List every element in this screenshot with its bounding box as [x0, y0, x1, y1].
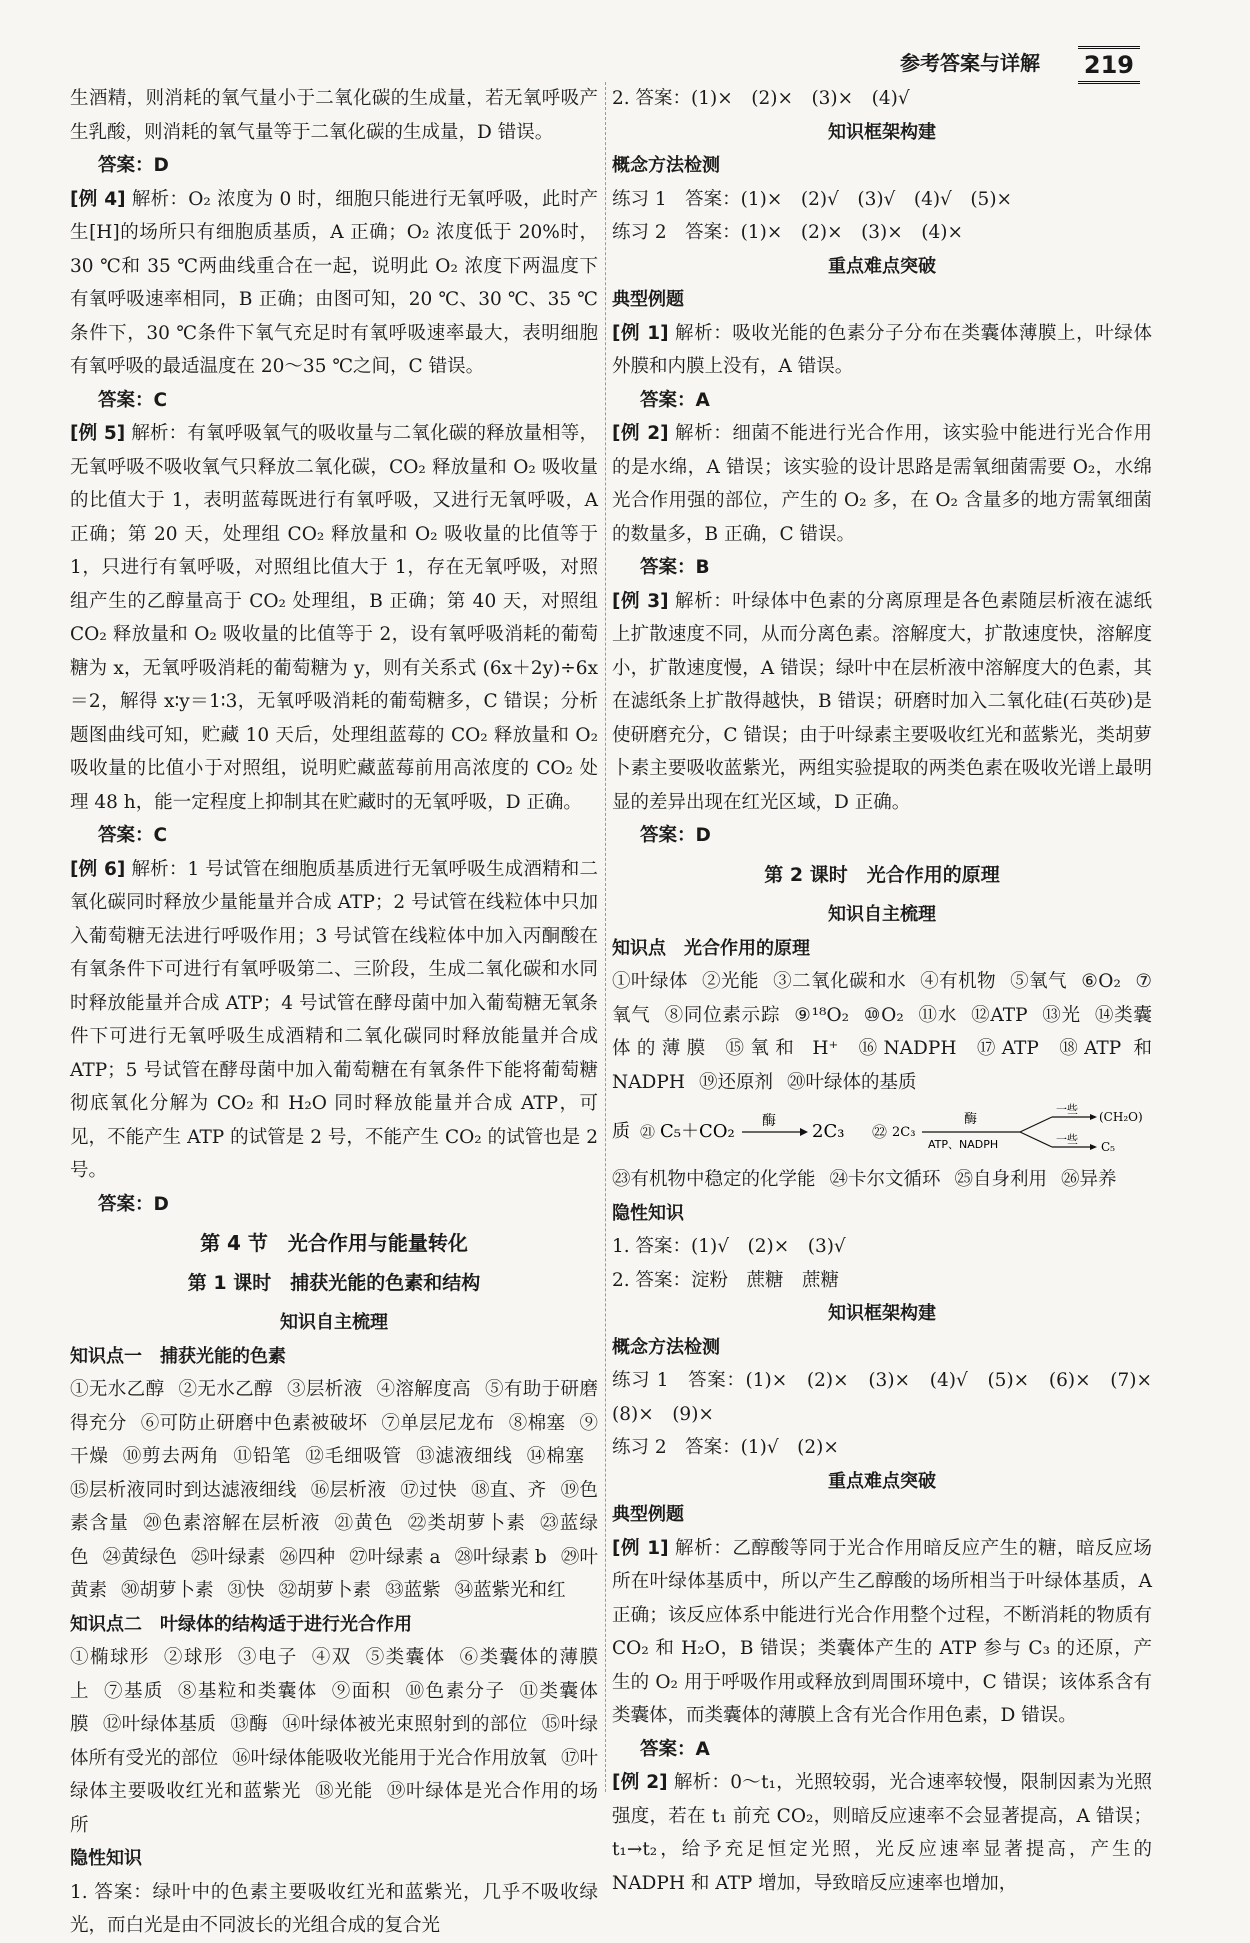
fill-answer-item: ②无水乙醇: [178, 1379, 273, 1400]
example-label: [例 6]: [70, 858, 126, 880]
example-text: 解析：0～t₁，光照较弱，光合速率较慢，限制因素为光照强度，若在 t₁ 前充 CO₂，则暗反应速率不会显著提高，A 错误；t₁→t₂，给予充足恒定光照，光反应速率显著提高，产生的 NADPH 和 ATP 增加，导致暗反应速率也增加，: [612, 1772, 1152, 1894]
example-label: [例 4]: [70, 188, 126, 210]
fill-answers-list: [70, 1373, 598, 1608]
fill-answer-item: ③层析液: [286, 1379, 363, 1400]
example-text: 解析：吸收光能的色素分子分布在类囊体薄膜上，叶绿体外膜和内膜上没有，A 错误。: [612, 322, 1152, 377]
fill-answer-item: ⑰ATP: [970, 1038, 1039, 1059]
eq22-enzyme: 酶: [964, 1112, 978, 1127]
answer: 答案：B: [640, 557, 710, 578]
example-label: [例 3]: [612, 590, 669, 612]
fill-answers-list: [612, 1163, 1152, 1197]
fill-answer-item: ④溶解度高: [376, 1379, 471, 1400]
fill-answer-item: ①叶绿体: [612, 971, 689, 992]
reaction-equations: [612, 1103, 1152, 1159]
fill-answer-item: ㉗叶绿素 a: [349, 1546, 441, 1568]
concept-check-heading: 概念方法检测: [612, 1336, 720, 1358]
eq22-out1: (CH₂O): [1099, 1110, 1143, 1124]
fill-answer-item: ②球形: [163, 1647, 224, 1668]
fill-answer-item: ①椭球形: [70, 1647, 150, 1668]
exercise-answer: 练习 1 答案：(1)× (2)√ (3)√ (4)√ (5)×: [612, 188, 1013, 210]
answer: 答案：C: [98, 825, 168, 846]
knowledge-point-1: 知识点一 捕获光能的色素: [70, 1345, 286, 1367]
hidden-knowledge-heading: 隐性知识: [612, 1202, 684, 1224]
example-2: [612, 1766, 1152, 1900]
fill-answer-item: ㉕自身利用: [954, 1169, 1048, 1190]
fill-answer-item: ⑳色素溶解在层析液: [143, 1513, 321, 1534]
answer: 答案：D: [98, 155, 169, 176]
fill-answer-item: ⑬光: [1041, 1004, 1081, 1026]
fill-answer-item: ⑲叶绿体是光合作用的场所: [70, 1781, 598, 1836]
hidden-knowledge-heading: 隐性知识: [70, 1848, 142, 1869]
subheading: 知识自主梳理: [828, 904, 936, 925]
fill-answer-item: ⑦基质: [103, 1680, 164, 1702]
svg-text:质: 质: [612, 1121, 630, 1142]
fill-answer-item: ④双: [311, 1647, 352, 1668]
eq22-left: 2C₃: [892, 1125, 916, 1140]
page-number: 219: [1078, 46, 1140, 84]
eq22-some2: 一些: [1056, 1133, 1078, 1146]
fill-answer-item: ⑳叶绿体的基质: [786, 1071, 917, 1093]
fill-answer-item: ㉝蓝紫: [385, 1580, 441, 1601]
fill-answer-item: ⑯NADPH: [852, 1038, 957, 1059]
eq21-right: 2C₃: [812, 1121, 845, 1142]
eq21-tag: ㉑: [640, 1123, 656, 1141]
fill-answer-item: ㉖四种: [279, 1546, 336, 1568]
fill-answer-item: ⑲还原剂: [698, 1071, 773, 1093]
fill-answer-item: ⑯叶绿体能吸收光能用于光合作用放氧: [232, 1747, 547, 1769]
example-text: 解析：有氧呼吸氧气的吸收量与二氧化碳的释放量相等，无氧呼吸不吸收氧气只释放二氧化碳，CO₂ 释放量和 O₂ 吸收量的比值大于 1，表明蓝莓既进行有氧呼吸，又进行无氧呼吸，A 正确；第 20 天，处理组 CO₂ 释放量和 O₂ 吸收量的比值等于 1，只进行有氧呼吸，对照组比值大于 1，存在无氧呼吸，对照组产生的乙醇量高于 CO₂ 处理组，B 正确；第 40 天，对照组 CO₂ 释放量和 O₂ 吸收量的比值等于 2，设有氧呼吸消耗的葡萄糖为 x，无氧呼吸消耗的葡萄糖为 y，则有关系式 (6x＋2y)÷6x＝2，解得 x∶y＝1∶3，无氧呼吸消耗的葡萄糖多，C 错误；分析题图曲线可知，贮藏 10 天后，处理组蓝莓的 CO₂ 释放量和 O₂ 吸收量的比值小于对照组，说明贮藏蓝莓前用高浓度的 CO₂ 处理 48 h，能一定程度上抑制其在贮藏时的无氧呼吸，D 正确。: [70, 423, 598, 813]
left-column: [70, 82, 598, 1943]
fill-answer-item: ⑬酶: [230, 1714, 269, 1735]
subheading: 重点难点突破: [828, 255, 936, 277]
fill-answer-item: ㉛快: [227, 1580, 265, 1601]
fill-answer-item: ㉓蓝绿色: [70, 1513, 598, 1568]
hidden-knowledge-answer: 2. 答案：淀粉 蔗糖 蔗糖: [612, 1269, 840, 1291]
header-title: 参考答案与详解: [900, 51, 1040, 75]
fill-answer-item: ㉔卡尔文循环: [829, 1169, 941, 1190]
fill-answer-item: ㉙叶黄素: [70, 1546, 598, 1601]
arrow-head: [1090, 1114, 1097, 1120]
example-5: [70, 417, 598, 819]
knowledge-point-2: 知识点二 叶绿体的结构适于进行光合作用: [70, 1613, 412, 1635]
fill-answer-item: ㉑黄色: [334, 1513, 394, 1534]
fill-answer-item: ⑦氧气: [612, 971, 1152, 1026]
answer: 答案：D: [640, 825, 711, 846]
example-1: [612, 317, 1152, 384]
fill-answer-item: ⑭类囊体的薄膜: [612, 1004, 1152, 1059]
fill-answer-item: ⑩色素分子: [405, 1680, 506, 1702]
fill-answer-item: ⑪水: [917, 1004, 958, 1026]
fill-answer-item: ⑱ATP 和 NADPH: [612, 1038, 1152, 1093]
fill-answer-item: ⑰叶绿体主要吸收红光和蓝紫光: [70, 1747, 598, 1802]
eq22-cond: ATP、NADPH: [928, 1138, 999, 1151]
answer-line: 2. 答案：(1)× (2)× (3)× (4)√: [612, 88, 910, 109]
typical-example-heading: 典型例题: [612, 1504, 684, 1525]
exercise-answer: 练习 2 答案：(1)√ (2)×: [612, 1437, 839, 1458]
fill-answer-item: ⑱光能: [315, 1781, 373, 1802]
answer: 答案：D: [98, 1193, 169, 1215]
arrow-head: [1090, 1144, 1097, 1150]
example-label: [例 2]: [612, 423, 669, 444]
example-text: 解析：细菌不能进行光合作用，该实验中能进行光合作用的是水绵，A 错误；该实验的设计思路是需氧细菌需要 O₂，水绵光合作用强的部位，产生的 O₂ 多，在 O₂ 含量多的地方需氧细菌的数量多，B 正确，C 错误。: [612, 423, 1152, 545]
fill-answer-item: ⑭叶绿体被光束照射到的部位: [282, 1714, 528, 1735]
fill-answer-item: ⑩剪去两角: [122, 1446, 220, 1467]
example-3: [612, 585, 1152, 820]
fill-answers-list: [70, 1641, 598, 1842]
concept-check-heading: 概念方法检测: [612, 155, 720, 176]
example-4: [70, 183, 598, 384]
fill-answer-item: ㉒类胡萝卜素: [407, 1513, 527, 1534]
fill-answer-item: ①无水乙醇: [70, 1379, 165, 1400]
subheading: 知识框架构建: [828, 1303, 936, 1324]
fill-answer-item: ③二氧化碳和水: [773, 971, 907, 992]
column-divider: [605, 82, 606, 1792]
answer: 答案：A: [640, 1738, 710, 1760]
hidden-knowledge-answer: 1. 答案：绿叶中的色素主要吸收红光和蓝紫光，几乎不吸收绿光，而白光是由不同波长的光组合成的复合光: [70, 1881, 598, 1936]
example-label: [例 1]: [612, 322, 669, 344]
fill-answer-item: ㉖异养: [1061, 1169, 1117, 1190]
fill-answer-item: ⑤氧气: [1010, 971, 1068, 992]
hidden-knowledge-answer: 1. 答案：(1)√ (2)× (3)√: [612, 1236, 846, 1257]
example-label: [例 2]: [612, 1772, 668, 1793]
fill-answer-item: ⑥O₂: [1081, 971, 1121, 992]
fill-answer-item: ㉕叶绿素: [190, 1546, 266, 1568]
fill-answer-item: ㉜胡萝卜素: [278, 1580, 372, 1601]
fill-answer-item: ⑲色素含量: [70, 1479, 598, 1534]
fill-answer-item: ㉓有机物中稳定的化学能: [612, 1169, 816, 1190]
subheading: 知识自主梳理: [280, 1312, 388, 1333]
fill-answer-item: ⑪铅笔: [233, 1446, 292, 1467]
fill-answer-item: ⑭棉塞: [526, 1446, 584, 1467]
fill-answer-item: ⑥可防止研磨中色素被破坏: [140, 1412, 368, 1434]
branch-down: [1020, 1132, 1052, 1147]
fill-answer-item: ⑱直、齐: [470, 1479, 547, 1501]
fill-answer-item: ⑮氧和 H⁺: [725, 1038, 839, 1059]
eq22-some1: 一些: [1056, 1103, 1078, 1116]
fill-answer-item: ⑫叶绿体基质: [102, 1714, 217, 1735]
example-1: [612, 1532, 1152, 1733]
right-column: [612, 82, 1171, 1900]
fill-answer-item: ⑮叶绿体所有受光的部位: [70, 1714, 598, 1769]
fill-answer-item: ⑥类囊体的薄膜上: [70, 1647, 598, 1702]
fill-answer-item: ⑨¹⁸O₂: [794, 1004, 850, 1026]
example-text: 解析：O₂ 浓度为 0 时，细胞只能进行无氧呼吸，此时产生[H]的场所只有细胞质基质，A 正确；O₂ 浓度低于 20%时，30 ℃和 35 ℃两曲线重合在一起，说明此 O₂ 浓度下两温度下有氧呼吸速率相同，B 正确；由图可知，20 ℃、30 ℃、35 ℃条件下，30 ℃条件下氧气充足时有氧呼吸速率最大，表明细胞有氧呼吸的最适温度在 20～35 ℃之间，C 错误。: [70, 188, 598, 377]
example-text: 解析：1 号试管在细胞质基质进行无氧呼吸生成酒精和二氧化碳同时释放少量能量并合成 ATP；2 号试管在线粒体中只加入葡萄糖无法进行呼吸作用；3 号试管在线粒体中加入丙酮酸在有氧条件下可进行有氧呼吸第二、三阶段，生成二氧化碳和水同时释放能量并合成 ATP；4 号试管在酵母菌中加入葡萄糖无氧条件下可进行无氧呼吸生成酒精和二氧化碳同时释放能量并合成 ATP；5 号试管在酵母菌中加入葡萄糖在有氧条件下能将葡萄糖彻底氧化分解为 CO₂ 和 H₂O 同时释放能量并合成 ATP，可见，不能产生 ATP 的试管是 2 号，不能产生 CO₂ 的试管也是 2 号。: [70, 858, 598, 1181]
section-title: 第 4 节 光合作用与能量转化: [200, 1231, 468, 1255]
fill-answer-item: ⑧基粒和类囊体: [177, 1680, 318, 1702]
fill-answer-item: ⑧棉塞: [508, 1412, 566, 1434]
fill-answer-item: ⑫ATP: [971, 1004, 1028, 1026]
example-label: [例 1]: [612, 1537, 669, 1559]
answer: 答案：C: [98, 389, 168, 411]
fill-answer-item: ⑩O₂: [863, 1004, 904, 1026]
example-label: [例 5]: [70, 423, 126, 444]
answer: 答案：A: [640, 389, 710, 411]
exercise-answer: 练习 1 答案：(1)× (2)× (3)× (4)√ (5)× (6)× (7)× (8)× (9)×: [612, 1370, 1171, 1425]
reaction-diagram: [612, 1103, 1152, 1159]
fill-answer-item: ⑯层析液: [310, 1479, 387, 1501]
fill-answer-item: ④有机物: [920, 971, 997, 992]
example-text: 解析：叶绿体中色素的分离原理是各色素随层析液在滤纸上扩散速度不同，从而分离色素。溶解度大，扩散速度快，溶解度小，扩散速度慢，A 错误；绿叶中在层析液中溶解度大的色素，其在滤纸条上扩散得越快，B 错误；研磨时加入二氧化硅(石英砂)是使研磨充分，C 错误；由于叶绿素主要吸收红光和蓝紫光，类胡萝卜素主要吸收蓝紫光，两组实验提取的两类色素在吸收光谱上最明显的差异出现在红光区域，D 正确。: [612, 590, 1152, 813]
fill-answer-item: ⑫毛细吸管: [305, 1446, 403, 1467]
fill-answer-item: ⑬滤液细线: [416, 1446, 513, 1467]
eq22-out2: C₅: [1101, 1140, 1115, 1154]
exercise-answer: 练习 2 答案：(1)× (2)× (3)× (4)×: [612, 222, 963, 243]
fill-answers-list: [612, 965, 1152, 1099]
fill-answer-item: ㉘叶绿素 b: [454, 1546, 547, 1568]
paragraph: 生酒精，则消耗的氧气量小于二氧化碳的生成量，若无氧呼吸产生乳酸，则消耗的氧气量等于二氧化碳的生成量，D 错误。: [70, 88, 598, 143]
fill-answer-item: ⑤有助于研磨得充分: [70, 1379, 598, 1434]
fill-answer-item: ③电子: [237, 1647, 298, 1668]
typical-example-heading: 典型例题: [612, 289, 684, 310]
fill-answer-item: ⑧同位素示踪: [664, 1004, 781, 1026]
fill-answer-item: ⑮层析液同时到达滤液细线: [70, 1479, 297, 1501]
subheading: 知识框架构建: [828, 121, 936, 143]
page-header: [900, 48, 1140, 82]
fill-answer-item: ⑨面积: [331, 1680, 392, 1702]
fill-answer-item: ②光能: [702, 971, 760, 992]
subheading: 重点难点突破: [828, 1470, 936, 1492]
example-2: [612, 417, 1152, 551]
eq22-tag: ㉒: [872, 1123, 888, 1141]
branch-up: [1020, 1117, 1052, 1132]
fill-answer-item: ⑰过快: [400, 1479, 457, 1501]
lesson-title: 第 2 课时 光合作用的原理: [764, 863, 1000, 886]
example-text: 解析：乙醇酸等同于光合作用暗反应产生的糖，暗反应场所在叶绿体基质中，所以产生乙醇酸的场所相当于叶绿体基质，A 正确；该反应体系中能进行光合作用整个过程，不断消耗的物质有 CO₂ 和 H₂O，B 错误；类囊体产生的 ATP 参与 C₃ 的还原，产生的 O₂ 用于呼吸作用或释放到周围环境中，C 错误；该体系含有类囊体，而类囊体的薄膜上含有光合作用色素，D 错误。: [612, 1537, 1152, 1726]
arrow-head: [800, 1128, 808, 1136]
knowledge-point: 知识点 光合作用的原理: [612, 937, 810, 959]
fill-answer-item: ㉚胡萝卜素: [121, 1580, 214, 1601]
fill-answer-item: ㉞蓝紫光和红: [454, 1580, 566, 1601]
example-6: [70, 853, 598, 1188]
eq21-enzyme: 酶: [762, 1113, 776, 1129]
fill-answer-item: ⑨干燥: [70, 1412, 598, 1467]
fill-answer-item: ⑪类囊体膜: [70, 1680, 598, 1735]
lesson-title: 第 1 课时 捕获光能的色素和结构: [187, 1271, 481, 1294]
fill-answer-item: ⑤类囊体: [365, 1647, 446, 1668]
fill-answer-item: ㉔黄绿色: [102, 1546, 177, 1568]
fill-answer-item: ⑦单层尼龙布: [381, 1412, 495, 1434]
eq21-left: C₅＋CO₂: [660, 1121, 735, 1142]
